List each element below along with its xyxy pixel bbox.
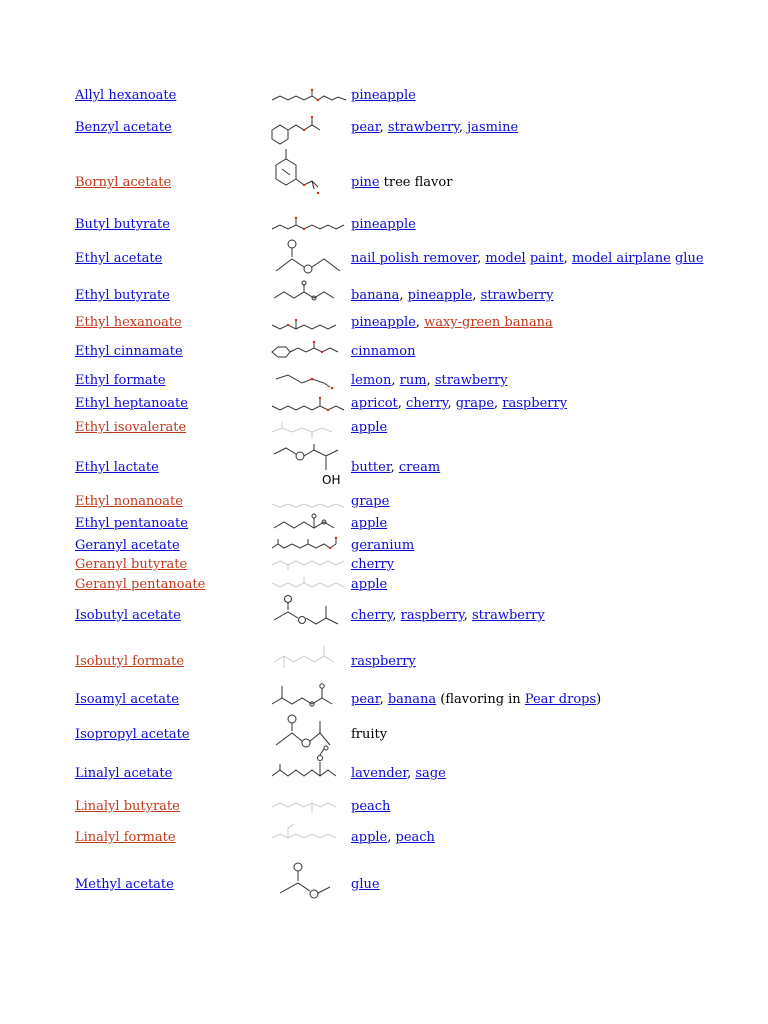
flavor-description — [351, 373, 508, 388]
molecule-structure — [268, 114, 338, 148]
flavor-description — [351, 288, 553, 303]
flavor-link[interactable]: Pear drops — [524, 692, 597, 707]
ester-name-link[interactable]: Bornyl acetate — [75, 175, 172, 190]
molecule-structure — [268, 315, 348, 335]
flavor-link[interactable]: pineapple — [351, 217, 416, 232]
flavor-text: , — [407, 766, 416, 781]
flavor-link[interactable]: strawberry — [480, 288, 554, 303]
molecule-structure — [268, 145, 328, 205]
molecule-structure — [268, 573, 348, 593]
flavor-link[interactable]: waxy-green banana — [424, 315, 553, 330]
flavor-text: , — [472, 288, 481, 303]
flavor-link[interactable]: lavender — [351, 766, 408, 781]
flavor-description — [351, 217, 416, 232]
flavor-link[interactable]: apple — [351, 420, 388, 435]
flavor-description — [351, 460, 440, 475]
ester-name-link[interactable]: Isoamyl acetate — [75, 692, 179, 707]
molecule-structure — [268, 555, 348, 573]
flavor-link[interactable]: pine — [351, 175, 380, 190]
flavor-link[interactable]: pineapple — [407, 288, 473, 303]
flavor-link[interactable]: apple — [351, 577, 388, 592]
molecule-structure — [268, 418, 348, 442]
flavor-text: fruity — [351, 727, 388, 742]
molecule-structure — [268, 594, 348, 634]
flavor-link[interactable]: raspberry — [351, 654, 416, 669]
molecule-structure — [268, 394, 348, 416]
flavor-description — [351, 538, 414, 553]
ester-name-link[interactable]: Ethyl heptanoate — [75, 396, 188, 411]
flavor-link[interactable]: glue — [674, 251, 704, 266]
flavor-link[interactable]: apricot — [351, 396, 398, 411]
flavor-text: , — [494, 396, 503, 411]
molecule-structure — [268, 512, 348, 536]
flavor-link[interactable]: banana — [351, 288, 400, 303]
ester-name-link[interactable]: Ethyl butyrate — [75, 288, 170, 303]
flavor-link[interactable]: cinnamon — [351, 344, 416, 359]
flavor-text: , — [458, 120, 468, 135]
molecule-structure — [268, 680, 348, 714]
flavor-link[interactable]: glue — [351, 877, 380, 892]
flavor-description — [351, 654, 416, 669]
flavor-link[interactable]: cherry — [406, 396, 448, 411]
flavor-link[interactable]: apple — [351, 516, 388, 531]
flavor-link[interactable]: lemon — [351, 373, 392, 388]
ester-name-link[interactable]: Methyl acetate — [75, 877, 174, 892]
flavor-description — [351, 557, 394, 572]
ester-name-link[interactable]: Geranyl acetate — [75, 538, 180, 553]
flavor-link[interactable]: pineapple — [351, 88, 416, 103]
ester-name-link[interactable]: Ethyl hexanoate — [75, 315, 182, 330]
flavor-description — [351, 692, 601, 707]
ester-name-link[interactable]: Isobutyl acetate — [75, 608, 181, 623]
flavor-link[interactable]: rum — [399, 373, 427, 388]
flavor-link[interactable]: strawberry — [471, 608, 545, 623]
flavor-description — [351, 494, 389, 509]
flavor-text: , — [463, 608, 472, 623]
flavor-text: , — [392, 608, 401, 623]
flavor-link[interactable]: cream — [398, 460, 441, 475]
flavor-link[interactable]: sage — [415, 766, 446, 781]
flavor-link[interactable]: peach — [351, 799, 391, 814]
molecule-structure — [268, 442, 348, 492]
ester-name-link[interactable]: Benzyl acetate — [75, 120, 172, 135]
flavor-description — [351, 727, 387, 742]
flavor-description — [351, 315, 553, 330]
flavor-link[interactable]: strawberry — [434, 373, 508, 388]
flavor-text: , — [563, 251, 572, 266]
flavor-link[interactable]: banana — [387, 692, 437, 707]
flavor-text: tree flavor — [379, 175, 453, 190]
flavor-description — [351, 88, 416, 103]
molecule-structure — [268, 494, 348, 514]
flavor-description — [351, 608, 545, 623]
flavor-description — [351, 799, 390, 814]
molecule-structure — [268, 340, 348, 364]
molecule-structure — [268, 536, 348, 554]
ester-name-link[interactable]: Linalyl acetate — [75, 766, 173, 781]
flavor-link[interactable]: pear — [351, 692, 380, 707]
flavor-link[interactable]: peach — [395, 830, 435, 845]
flavor-text: ) — [596, 692, 602, 707]
flavor-description — [351, 251, 704, 266]
flavor-text: , — [391, 373, 400, 388]
molecule-structure — [268, 746, 348, 792]
flavor-text: , — [379, 120, 388, 135]
flavor-link[interactable]: pineapple — [351, 315, 416, 330]
flavor-link[interactable]: model — [485, 251, 526, 266]
flavor-link[interactable]: grape — [455, 396, 495, 411]
ester-name-link[interactable]: Geranyl butyrate — [75, 557, 188, 572]
ester-name-link[interactable]: Linalyl butyrate — [75, 799, 180, 814]
flavor-text: (flavoring in — [436, 692, 525, 707]
flavor-text: , — [399, 288, 408, 303]
ester-name-link[interactable]: Ethyl cinnamate — [75, 344, 183, 359]
ester-name-link[interactable]: Butyl butyrate — [75, 217, 170, 232]
flavor-description — [351, 577, 387, 592]
ester-name-link[interactable]: Isopropyl acetate — [75, 727, 190, 742]
flavor-link[interactable]: strawberry — [387, 120, 459, 135]
flavor-description — [351, 420, 387, 435]
flavor-text: , — [415, 315, 425, 330]
flavor-text: , — [379, 692, 388, 707]
flavor-description — [351, 344, 415, 359]
ester-name-link[interactable]: Allyl hexanoate — [75, 88, 177, 103]
hydroxyl-label: OH — [322, 473, 341, 487]
flavor-link[interactable]: raspberry — [502, 396, 568, 411]
molecule-structure — [268, 88, 348, 108]
flavor-text: , — [387, 830, 396, 845]
flavor-description — [351, 766, 446, 781]
ester-name-link[interactable]: Ethyl acetate — [75, 251, 163, 266]
flavor-link[interactable]: model airplane — [571, 251, 671, 266]
flavor-link[interactable]: jasmine — [467, 120, 519, 135]
flavor-link[interactable]: raspberry — [400, 608, 464, 623]
flavor-link[interactable]: butter — [351, 460, 391, 475]
molecule-structure — [268, 280, 348, 308]
flavor-link[interactable]: cherry — [351, 557, 395, 572]
flavor-text: , — [390, 460, 399, 475]
ester-name-link[interactable]: Ethyl isovalerate — [75, 420, 187, 435]
ester-name-link[interactable]: Ethyl lactate — [75, 460, 159, 475]
flavor-link[interactable]: grape — [351, 494, 390, 509]
flavor-link[interactable]: paint — [529, 251, 564, 266]
flavor-description — [351, 877, 380, 892]
flavor-description — [351, 120, 518, 135]
ester-name-link[interactable]: Geranyl pentanoate — [75, 577, 206, 592]
flavor-link[interactable]: geranium — [351, 538, 415, 553]
flavor-text: , — [397, 396, 407, 411]
ester-name-link[interactable]: Linalyl formate — [75, 830, 176, 845]
ester-name-link[interactable]: Ethyl formate — [75, 373, 166, 388]
flavor-link[interactable]: apple — [351, 830, 388, 845]
molecule-structure — [268, 820, 348, 854]
ester-name-link[interactable]: Isobutyl formate — [75, 654, 185, 669]
flavor-text: , — [477, 251, 486, 266]
flavor-text: , — [447, 396, 456, 411]
flavor-link[interactable]: cherry — [351, 608, 393, 623]
molecule-structure — [268, 861, 348, 907]
flavor-description — [351, 175, 452, 190]
flavor-description — [351, 830, 435, 845]
flavor-text: , — [426, 373, 435, 388]
molecule-structure — [268, 215, 348, 237]
flavor-link[interactable]: nail polish remover — [351, 251, 478, 266]
flavor-link[interactable]: pear — [351, 120, 380, 135]
molecule-structure — [268, 237, 348, 277]
flavor-description — [351, 516, 387, 531]
molecule-structure — [268, 642, 348, 676]
flavor-description — [351, 396, 567, 411]
molecule-structure — [268, 373, 348, 393]
ester-name-link[interactable]: Ethyl pentanoate — [75, 516, 188, 531]
molecule-structure — [268, 793, 348, 817]
ester-name-link[interactable]: Ethyl nonanoate — [75, 494, 183, 509]
